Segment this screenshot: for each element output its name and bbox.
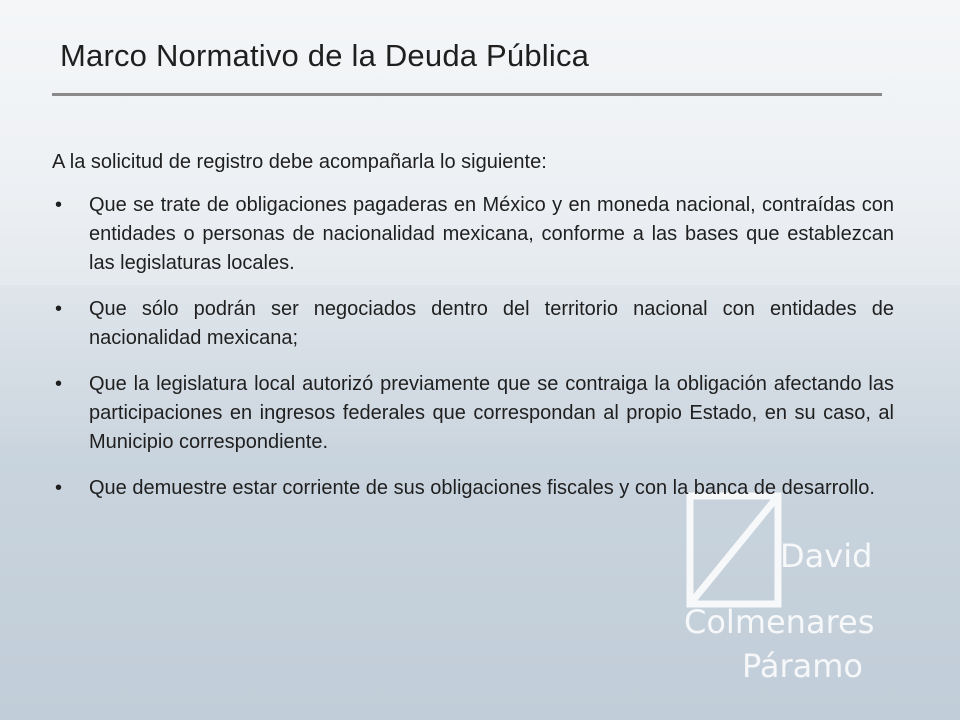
list-item-text: Que sólo podrán ser negociados dentro del territorio nacional con entidades de nacionalidad mexicana;	[89, 298, 894, 349]
watermark-first-name: David	[780, 537, 873, 575]
list-item	[52, 191, 894, 278]
bullet-icon: •	[55, 298, 63, 320]
watermark-middle-name: Colmenares	[684, 603, 875, 641]
bullet-icon: •	[55, 194, 63, 216]
title-underline	[52, 93, 882, 96]
bullet-icon: •	[55, 373, 63, 395]
list-item	[52, 295, 894, 353]
list-item	[52, 370, 894, 457]
intro-text: A la solicitud de registro debe acompañarla lo siguiente:	[52, 151, 547, 173]
author-watermark	[684, 490, 904, 690]
list-item	[52, 474, 894, 503]
list-item-text: Que demuestre estar corriente de sus obligaciones fiscales y con la banca de desarrollo.	[89, 477, 875, 499]
requirements-list	[52, 191, 894, 503]
bullet-icon: •	[55, 477, 63, 499]
slide-title: Marco Normativo de la Deuda Pública	[60, 38, 590, 73]
list-item-text: Que la legislatura local autorizó previamente que se contraiga la obligación afectando las participaciones en ingresos federales que correspondan al propio Estado, en su caso, al Municipio correspondiente.	[89, 373, 894, 453]
slide-body	[52, 148, 894, 520]
list-item-text: Que se trate de obligaciones pagaderas en México y en moneda nacional, contraídas con entidades o personas de nacionalidad mexicana, conforme a las bases que establezcan las legislaturas locales.	[89, 194, 894, 274]
watermark-last-name: Páramo	[742, 647, 863, 685]
